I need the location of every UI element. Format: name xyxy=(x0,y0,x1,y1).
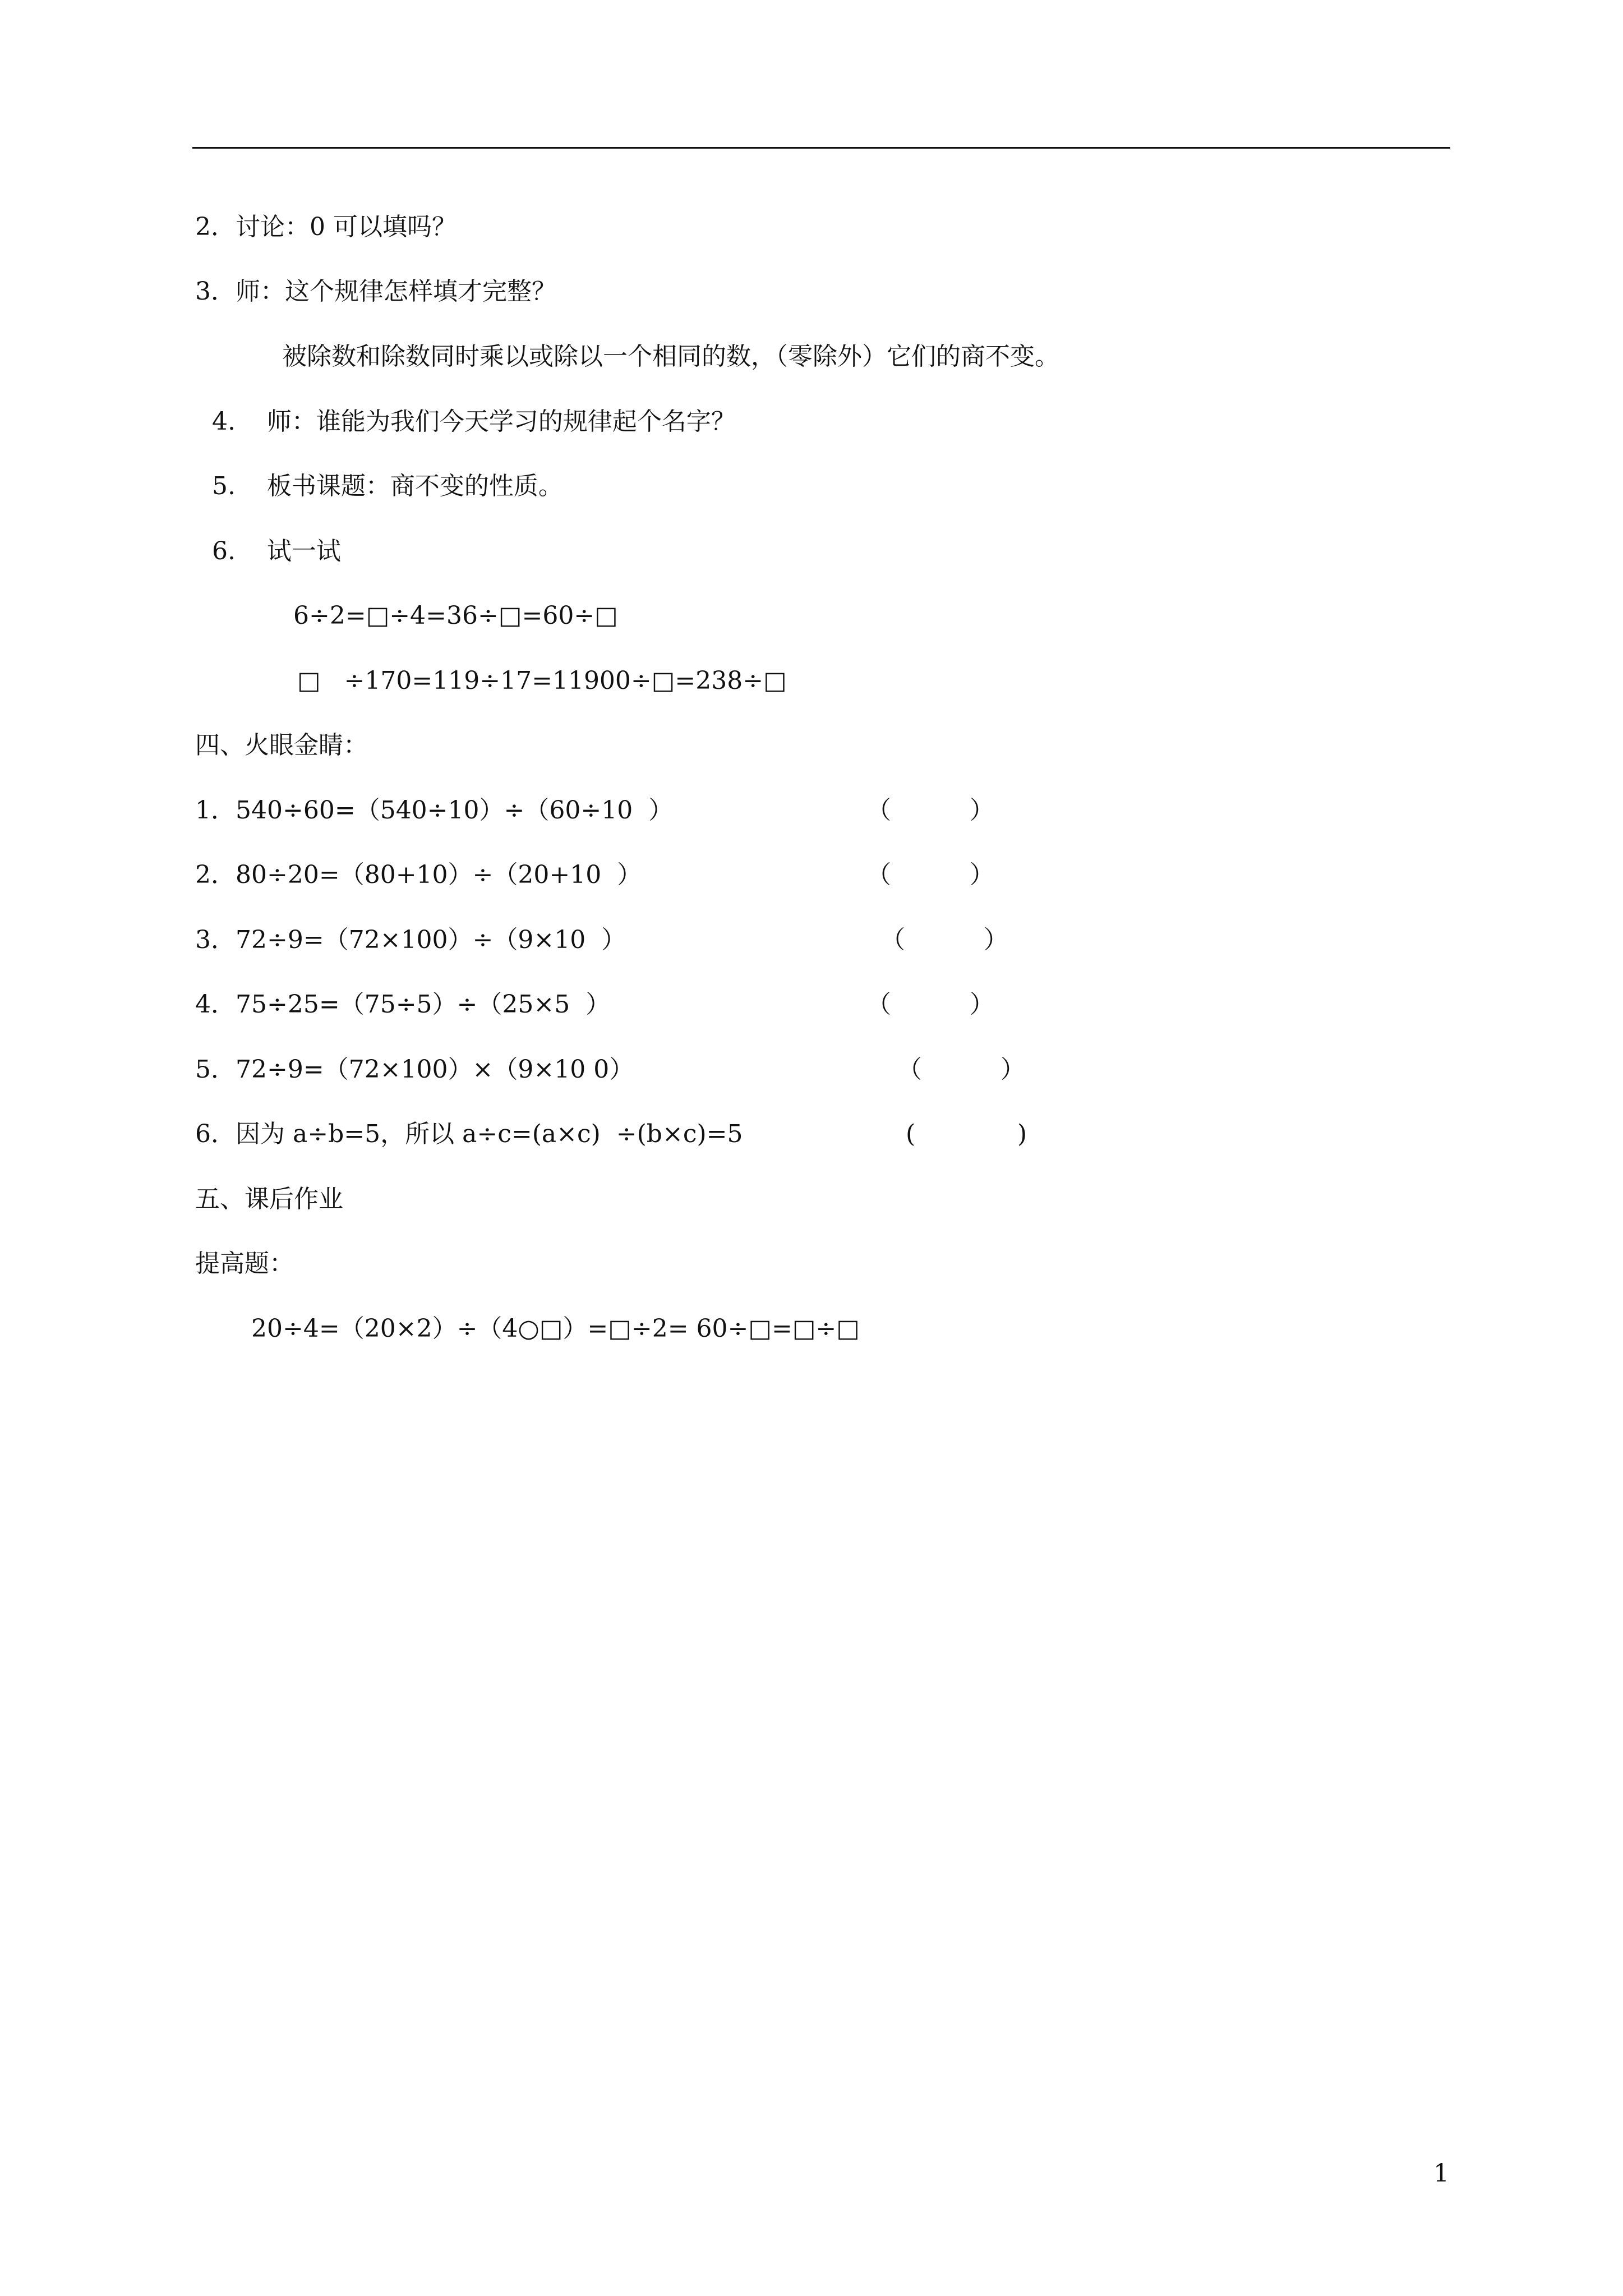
question-2: 2．80÷20=（80+10）÷（20+10 ） xyxy=(195,861,642,889)
question-2-answer-blank: （ ） xyxy=(866,861,994,889)
item-6-try: 6. 试一试 xyxy=(212,537,341,565)
question-3: 3．72÷9=（72×100）÷（9×10 ） xyxy=(195,926,626,954)
question-6: 6．因为 a÷b=5，所以 a÷c=(a×c) ÷(b×c)=5 xyxy=(195,1120,743,1148)
header-rule xyxy=(192,147,1450,149)
question-4: 4．75÷25=（75÷5）÷（25×5 ） xyxy=(195,990,611,1019)
question-1: 1．540÷60=（540÷10）÷（60÷10 ） xyxy=(195,796,674,825)
question-3-answer-blank: （ ） xyxy=(880,926,1008,954)
quotient-rule-statement: 被除数和除数同时乘以或除以一个相同的数，（零除外）它们的商不变。 xyxy=(282,342,1059,371)
page-number: 1 xyxy=(1433,2159,1449,2188)
advanced-problem: 20÷4=（20×2）÷（4○□）=□÷2= 60÷□=□÷□ xyxy=(251,1314,860,1343)
section-four-heading: 四、火眼金睛： xyxy=(195,731,368,760)
item-3-teacher-question: 3．师：这个规律怎样填才完整？ xyxy=(195,277,556,306)
question-4-answer-blank: （ ） xyxy=(866,990,994,1019)
try-equation-1: 6÷2=□÷4=36÷□=60÷□ xyxy=(293,601,618,630)
question-1-answer-blank: （ ） xyxy=(866,796,994,825)
question-6-answer-blank: ( ) xyxy=(906,1120,1027,1148)
advanced-problems-label: 提高题： xyxy=(195,1249,294,1278)
try-equation-2: □ ÷170=119÷17=11900÷□=238÷□ xyxy=(297,666,787,695)
question-5: 5．72÷9=（72×100）×（9×10 0） xyxy=(195,1055,634,1084)
item-4-naming: 4. 师：谁能为我们今天学习的规律起个名字？ xyxy=(212,407,736,436)
item-2-discussion: 2．讨论：0 可以填吗？ xyxy=(195,213,457,241)
question-5-answer-blank: （ ） xyxy=(897,1055,1025,1084)
item-5-board-title: 5. 板书课题：商不变的性质。 xyxy=(212,472,563,500)
section-five-heading: 五、课后作业 xyxy=(195,1185,343,1213)
